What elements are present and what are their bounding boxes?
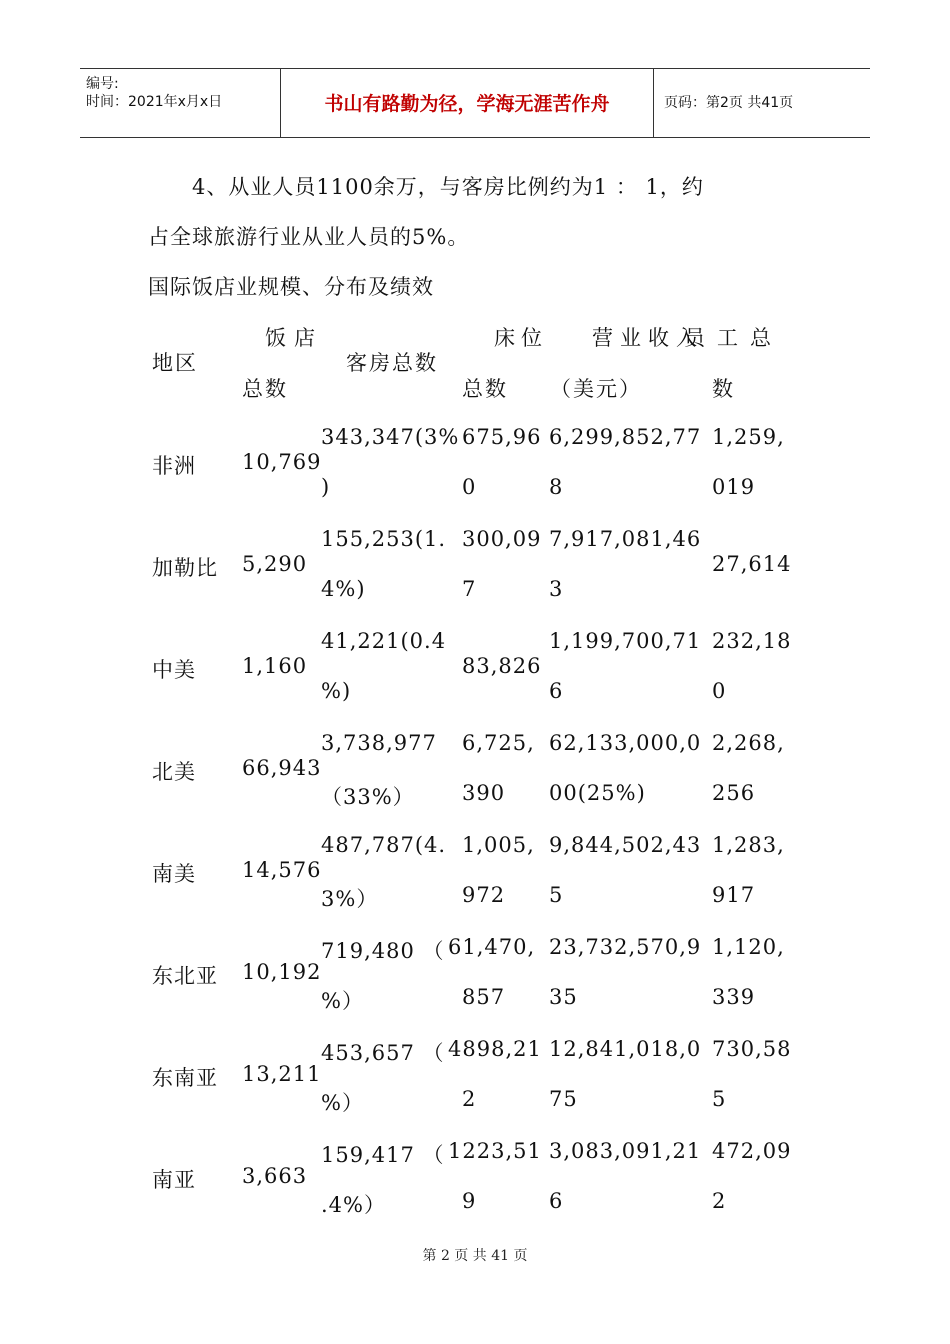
header-revenue-2: （美元） [550, 377, 642, 401]
beds-cell-2: 9 [462, 1189, 477, 1213]
staff-cell-1: 2,268, [712, 731, 785, 755]
header-rooms: 客房总数 [346, 351, 438, 375]
hotels-cell: 10,769 [242, 450, 322, 474]
paragraph-line-2: 占全球旅游行业从业人员的5%。 [148, 225, 470, 249]
revenue-cell-1: 9,844,502,43 [549, 833, 702, 857]
staff-cell-1: 1,120, [712, 935, 785, 959]
rooms-cell-2: %） [321, 989, 364, 1013]
revenue-cell-1: 23,732,570,9 [549, 935, 702, 959]
beds-cell-2: 857 [462, 985, 506, 1009]
region-cell: 中美 [152, 658, 196, 682]
hotels-cell: 10,192 [242, 960, 322, 984]
rooms-cell-2: ) [321, 475, 331, 499]
staff-cell-2: 019 [712, 475, 756, 499]
page-footer: 第 2 页 共 41 页 [422, 1248, 528, 1264]
rooms-cell-2: %） [321, 1091, 364, 1115]
header-staff-2: 数 [712, 377, 735, 401]
staff-cell-2: 2 [712, 1189, 727, 1213]
number-label: 编号: [86, 76, 119, 92]
date-label: 时间：2021年x月x日 [86, 94, 223, 110]
rooms-cell-1: 719,480 （ [321, 939, 445, 963]
region-cell: 南美 [152, 862, 196, 886]
rooms-cell-1: 159,417 （ [321, 1143, 445, 1167]
header-beds-2: 总数 [462, 377, 508, 401]
beds-cell-1: 6,725, [462, 731, 535, 755]
beds-cell-1: 300,09 [462, 527, 542, 551]
rooms-cell-2: .4%） [321, 1193, 386, 1217]
header-staff-1: 员工总 [684, 326, 783, 350]
rooms-cell-2: （33%） [321, 785, 415, 809]
revenue-cell-2: 00(25%) [549, 781, 646, 805]
revenue-cell-2: 6 [549, 679, 564, 703]
beds-cell-2: 972 [462, 883, 506, 907]
page-header [80, 68, 870, 138]
staff-cell-2: 339 [712, 985, 756, 1009]
revenue-cell-2: 35 [549, 985, 578, 1009]
staff-cell-2: 917 [712, 883, 756, 907]
region-cell: 东南亚 [152, 1066, 218, 1090]
staff-cell-2: 5 [712, 1087, 727, 1111]
header-region: 地区 [152, 351, 198, 375]
header-hotels-2: 总数 [242, 377, 288, 401]
beds-cell-2: 0 [462, 475, 477, 499]
rooms-cell-1: 41,221(0.4 [321, 629, 447, 653]
staff-cell-1: 730,58 [712, 1037, 792, 1061]
beds-cell-1: 83,826 [462, 654, 542, 678]
hotels-cell: 5,290 [242, 552, 308, 576]
revenue-cell-1: 3,083,091,21 [549, 1139, 702, 1163]
beds-cell-2: 390 [462, 781, 506, 805]
hotels-cell: 13,211 [242, 1062, 322, 1086]
staff-cell-1: 472,09 [712, 1139, 792, 1163]
region-cell: 南亚 [152, 1168, 196, 1192]
beds-cell-1: 61,470, [448, 935, 536, 959]
header-motto: 书山有路勤为径，学海无涯苦作舟 [281, 69, 654, 137]
header-beds-1: 床位 [494, 326, 548, 350]
revenue-cell-1: 7,917,081,46 [549, 527, 702, 551]
rooms-cell-2: 3%） [321, 887, 379, 911]
staff-cell-1: 232,18 [712, 629, 792, 653]
region-cell: 非洲 [152, 454, 196, 478]
revenue-cell-2: 5 [549, 883, 564, 907]
beds-cell-1: 4898,21 [448, 1037, 542, 1061]
beds-cell-1: 1223,51 [448, 1139, 542, 1163]
revenue-cell-2: 8 [549, 475, 564, 499]
revenue-cell-2: 3 [549, 577, 564, 601]
beds-cell-1: 675,96 [462, 425, 542, 449]
rooms-cell-1: 343,347(3% [321, 425, 460, 449]
header-meta [80, 69, 281, 137]
header-page-label: 页码：第2页 共41页 [664, 95, 794, 111]
beds-cell-1: 1,005, [462, 833, 535, 857]
staff-cell-2: 0 [712, 679, 727, 703]
revenue-cell-1: 1,199,700,71 [549, 629, 702, 653]
header-hotels-1: 饭店 [265, 326, 323, 350]
rooms-cell-1: 3,738,977 [321, 731, 437, 755]
revenue-cell-1: 6,299,852,77 [549, 425, 702, 449]
beds-cell-2: 2 [462, 1087, 477, 1111]
hotels-cell: 66,943 [242, 756, 322, 780]
region-cell: 北美 [152, 760, 196, 784]
region-cell: 东北亚 [152, 964, 218, 988]
hotels-cell: 14,576 [242, 858, 322, 882]
rooms-cell-1: 155,253(1. [321, 527, 447, 551]
header-revenue-1: 营业收入 [592, 326, 704, 350]
rooms-cell-2: 4%) [321, 577, 366, 601]
rooms-cell-2: %) [321, 679, 352, 703]
rooms-cell-1: 453,657 （ [321, 1041, 445, 1065]
staff-cell-2: 256 [712, 781, 756, 805]
paragraph-line-1: 4、从业人员1100余万，与客房比例约为1 ： 1，约 [192, 175, 704, 199]
revenue-cell-2: 6 [549, 1189, 564, 1213]
rooms-cell-1: 487,787(4. [321, 833, 447, 857]
revenue-cell-2: 75 [549, 1087, 578, 1111]
revenue-cell-1: 62,133,000,0 [549, 731, 702, 755]
staff-cell-1: 1,259, [712, 425, 785, 449]
region-cell: 加勒比 [152, 556, 218, 580]
revenue-cell-1: 12,841,018,0 [549, 1037, 702, 1061]
beds-cell-2: 7 [462, 577, 477, 601]
hotels-cell: 3,663 [242, 1164, 308, 1188]
staff-cell-1: 27,614 [712, 552, 792, 576]
staff-cell-1: 1,283, [712, 833, 785, 857]
hotels-cell: 1,160 [242, 654, 308, 678]
section-title: 国际饭店业规模、分布及绩效 [148, 275, 434, 299]
